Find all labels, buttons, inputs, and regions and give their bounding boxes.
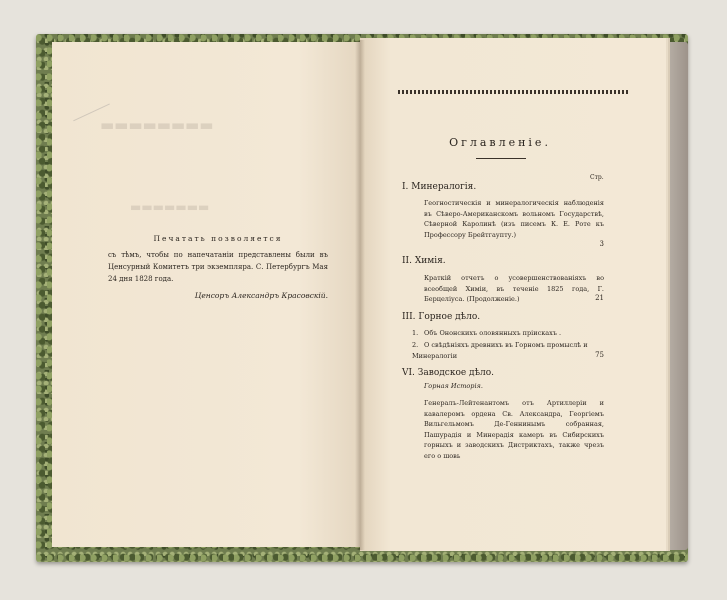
cover-edge	[666, 42, 688, 550]
imprint-signer: Ценсоръ Александръ Красовскій.	[194, 291, 328, 300]
show-through-text: ▬▬▬▬▬▬▬▬	[100, 116, 214, 134]
toc-title: Оглавленіе.	[449, 136, 551, 149]
subentry-text: Объ Ононскихъ оловянныхъ пріискахъ .	[424, 329, 562, 337]
header-ornament	[398, 90, 630, 94]
page-number: 21	[595, 294, 604, 302]
page-column-label: Стр.	[590, 174, 604, 181]
show-through-text: ▬▬▬▬▬▬▬	[130, 200, 210, 214]
toc-subentry	[412, 340, 592, 361]
page-number: 75	[595, 351, 604, 359]
toc-subheading: Горная Исторія.	[424, 382, 483, 390]
censorship-imprint	[108, 233, 328, 302]
toc-entry: Геогностическія и минералогическія наблюденія въ Сѣверо-Американскомъ вольномъ Государствѣ, Сѣверной Каролинѣ (изъ писемъ К. Е. Роте къ Профессору Брейтгаупту.)	[424, 199, 604, 239]
section-heading-metallurgy: VI. Заводское дѣло.	[402, 368, 495, 378]
section-heading-mineralogy: I. Минералогія.	[402, 182, 477, 192]
section-heading-chemistry: II. Химія.	[402, 256, 446, 266]
subentry-text: О свѣдѣніяхъ древнихъ въ Горномъ промыслѣ и Минералогіи	[412, 341, 588, 360]
title-rule	[476, 158, 526, 159]
toc-entry: Генералъ-Лейтенантомъ отъ Артиллеріи и кавалеромъ ордена Св. Александра, Георгіемъ Вильгельмомъ Де-Геннинымъ собранная, Пашурадія и Минерадія камеръ въ Сибирскихъ горныхъ и заводскихъ Дистриктахъ, также чрезъ его о шовь	[424, 399, 604, 460]
toc-entry: Краткій отчетъ о усовершенствованіяхъ во всеобщей Химіи, въ теченіе 1825 года, Г. Берцеліуса. (Продолженіе.)	[424, 274, 604, 303]
book-gutter	[355, 40, 365, 550]
toc-subentry	[412, 328, 606, 339]
subentry-number: 1.	[412, 329, 419, 337]
section-heading-mining: III. Горное дѣло.	[402, 312, 481, 322]
imprint-body: съ тѣмъ, чтобы по напечатаніи представлены были въ Ценсурный Комитетъ три экземпляра. С. Петербургъ Мая 24 дня 1828 года.	[108, 251, 328, 283]
imprint-heading: Печатать позволяется	[153, 234, 283, 243]
page-number: 3	[599, 240, 604, 248]
subentry-number: 2.	[412, 341, 419, 349]
